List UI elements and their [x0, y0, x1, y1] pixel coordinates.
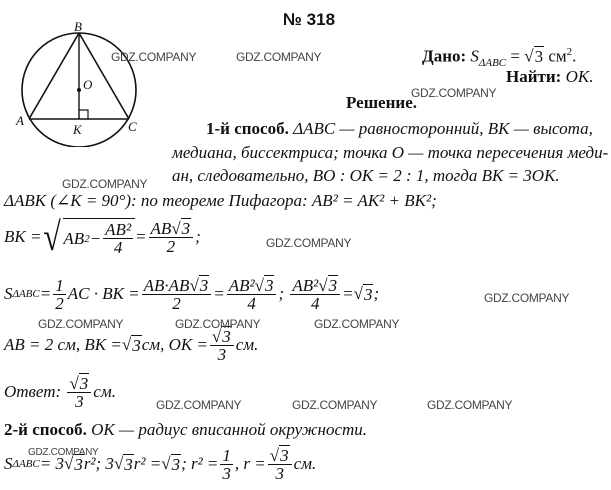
- bk-inner-frac: $\frac{\text{AB²}}{4}$: [105, 220, 132, 257]
- ok-frac: $\frac{√3}{3}$: [210, 328, 234, 363]
- area-half: $\frac{1}{2}$: [55, 275, 64, 313]
- label-k: K: [73, 122, 82, 137]
- given-s: S: [470, 46, 479, 66]
- area-frac2: $\frac{\text{AB²√3}}{4}$: [227, 277, 277, 312]
- bk-lhs: BK =: [4, 227, 42, 246]
- given-sqrt: 3: [534, 46, 544, 66]
- given-s-sub: ΔABC: [478, 57, 507, 70]
- watermark: GDZ.COMPANY: [156, 398, 242, 412]
- bk-minus: −: [89, 228, 102, 248]
- method1-line1: [206, 119, 593, 139]
- watermark: GDZ.COMPANY: [266, 236, 352, 250]
- geometry-diagram: [0, 22, 160, 147]
- given-label: Дано:: [422, 46, 467, 66]
- watermark: GDZ.COMPANY: [236, 50, 322, 64]
- center-point-o: [77, 88, 81, 92]
- method1-line3: ан, следовательно, BO : OK = 2 : 1, тогда BK = 3OK.: [172, 166, 560, 185]
- answer-frac: $\frac{√3}{3}$: [67, 375, 91, 410]
- bk-formula: [4, 212, 201, 262]
- area-formula: S ΔABC = $\frac{1}{2}$ AC · BK = $\frac{AB\cdot AB√3}{2}$ = $\frac{\text{AB²√3}}{4}$ ; $\frac{\text{AB²√3}}{4}$ = √ 3 ;: [4, 275, 380, 313]
- label-b: B: [74, 22, 82, 34]
- watermark: GDZ.COMPANY: [484, 291, 570, 305]
- watermark: GDZ.COMPANY: [314, 317, 400, 331]
- given-unit-sup: 2: [566, 46, 573, 58]
- side-ab: [29, 33, 79, 119]
- solution-heading: Решение.: [346, 93, 417, 112]
- method1-line1-text: ΔABC — равносторонний, BK — высота,: [288, 119, 593, 138]
- watermark: GDZ.COMPANY: [175, 317, 261, 331]
- result-line: AB = 2 см, BK = √ 3 см, OK = $\frac{√3}{3}$ см.: [4, 326, 259, 364]
- given-end: .: [572, 46, 577, 66]
- area-frac3: $\frac{\text{AB²√3}}{4}$: [290, 277, 340, 312]
- method2-line1: [4, 420, 367, 440]
- area-ac-bk: AC · BK =: [67, 284, 140, 303]
- watermark: GDZ.COMPANY: [38, 317, 124, 331]
- problem-number: № 318: [283, 10, 336, 29]
- method2-r-frac: $\frac{√3}{3}$: [268, 447, 292, 482]
- side-bc: [79, 33, 129, 119]
- answer-label: Ответ:: [4, 382, 62, 401]
- watermark: GDZ.COMPANY: [427, 398, 513, 412]
- watermark: GDZ.COMPANY: [411, 86, 497, 100]
- bk-sqrt: √ AB 2 − $\frac{\text{AB²}}{4}$: [41, 217, 135, 257]
- find-line: [506, 67, 593, 87]
- find-value: OK.: [565, 67, 594, 86]
- area-frac1: $\frac{AB\cdot AB√3}{2}$: [142, 277, 212, 312]
- given-line: Дано: $S_{\Delta ABC} = √3$ $см^2$.: [422, 46, 577, 70]
- right-angle-mark: [79, 110, 88, 119]
- method2-frac: $\frac{1}{3}$: [222, 445, 231, 483]
- answer-line: [4, 372, 116, 412]
- label-o: O: [83, 77, 93, 92]
- method2-text: OK — радиус вписанной окружности.: [86, 420, 368, 439]
- label-a: A: [16, 113, 24, 128]
- watermark: GDZ.COMPANY: [28, 447, 99, 458]
- watermark: GDZ.COMPANY: [62, 177, 148, 191]
- given-unit: см: [544, 46, 567, 66]
- watermark: GDZ.COMPANY: [292, 398, 378, 412]
- method1-line4: ΔABK (∠K = 90°): по теореме Пифагора: AB² = AK² + BK²;: [4, 191, 437, 210]
- method2-formula: S ΔABC = 3 √ 3 r²; 3 √ 3 r² = √ 3 ; r² = $\frac{1}{3}$ , r = $\frac{√3}{3}$ см.: [4, 445, 317, 483]
- method2-label: 2-й способ.: [4, 420, 87, 439]
- bk-eq: =: [135, 227, 147, 246]
- given-eq: =: [506, 46, 525, 66]
- bk-semi: ;: [195, 227, 201, 246]
- bk-ab-sup: 2: [84, 232, 90, 245]
- method1-line2: медиана, биссектриса; точка O — точка пересечения меди-: [172, 143, 609, 162]
- area-s: S: [4, 284, 13, 303]
- answer-unit: см.: [93, 382, 116, 401]
- area-s-sub: ΔABC: [12, 288, 40, 300]
- label-c: C: [128, 119, 137, 134]
- watermark: GDZ.COMPANY: [111, 50, 197, 64]
- method1-label: 1-й способ.: [206, 119, 289, 138]
- bk-ab: AB: [63, 228, 85, 248]
- bk-result-frac: $\frac{AB√3}{2}$: [149, 220, 194, 255]
- find-label: Найти:: [506, 67, 562, 86]
